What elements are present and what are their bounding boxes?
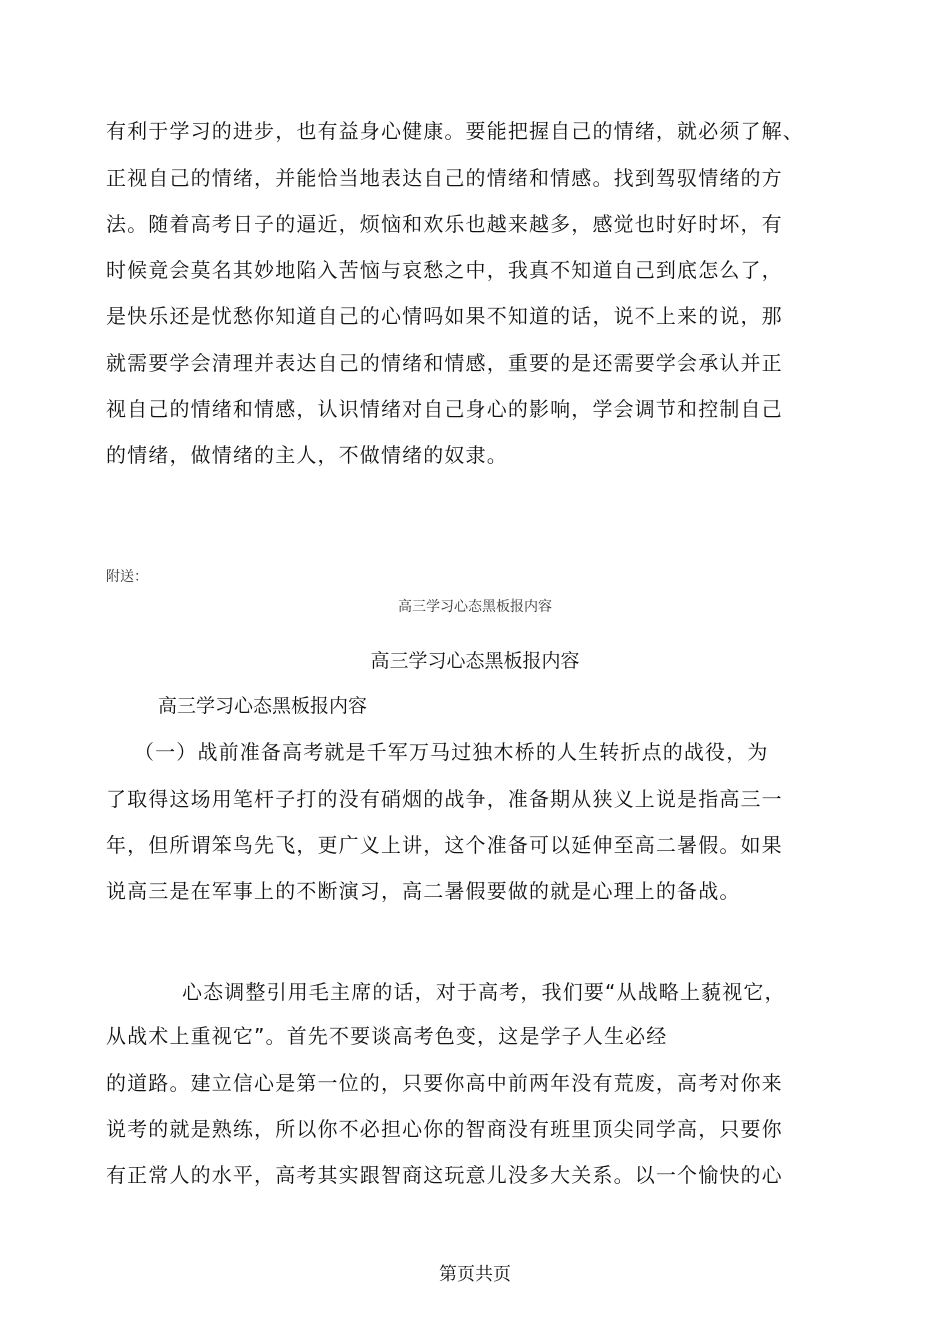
paragraph-2-line: 了取得这场用笔杆子打的没有硝烟的战争，准备期从狭义上说是指高三一 — [106, 787, 783, 811]
paragraph-1-line: 的情绪，做情绪的主人，不做情绪的奴隶。 — [106, 443, 508, 467]
title-small: 高三学习心态黑板报内容 — [398, 599, 552, 615]
paragraph-1-line: 有利于学习的进步，也有益身心健康。要能把握自己的情绪，就必须了解、 — [106, 119, 804, 143]
appendix-label: 附送： — [106, 569, 148, 585]
paragraph-3-line: 有正常人的水平，高考其实跟智商这玩意儿没多大关系。以一个愉快的心 — [106, 1163, 783, 1187]
page-footer: 第页共页 — [439, 1264, 511, 1285]
title-mid: 高三学习心态黑板报内容 — [370, 650, 580, 672]
paragraph-2-line: 说高三是在军事上的不断演习，高二暑假要做的就是心理上的备战。 — [106, 879, 741, 903]
paragraph-2-line: 年，但所谓笨鸟先飞，更广义上讲，这个准备可以延伸至高二暑假。如果 — [106, 833, 783, 857]
paragraph-1-line: 是快乐还是忧愁你知道自己的心情吗如果不知道的话，说不上来的说，那 — [106, 304, 783, 328]
paragraph-3-line: 从战术上重视它”。首先不要谈高考色变，这是学子人生必经 — [106, 1024, 668, 1048]
paragraph-1-line: 视自己的情绪和情感，认识情绪对自己身心的影响，学会调节和控制自己 — [106, 397, 783, 421]
paragraph-3-line: 的道路。建立信心是第一位的，只要你高中前两年没有荒废，高考对你来 — [106, 1071, 783, 1095]
paragraph-1-line: 法。随着高考日子的逼近，烦恼和欢乐也越来越多，感觉也时好时坏，有 — [106, 212, 783, 236]
paragraph-1-line: 时候竟会莫名其妙地陷入苦恼与哀愁之中，我真不知道自己到底怎么了， — [106, 258, 783, 282]
paragraph-2-line: （一）战前准备高考就是千军万马过独木桥的人生转折点的战役，为 — [134, 740, 769, 764]
paragraph-1-line: 就需要学会清理并表达自己的情绪和情感，重要的是还需要学会承认并正 — [106, 351, 783, 375]
paragraph-3-line: 说考的就是熟练，所以你不必担心你的智商没有班里顶尖同学高，只要你 — [106, 1117, 783, 1141]
section-heading: 高三学习心态黑板报内容 — [158, 695, 368, 717]
paragraph-1-line: 正视自己的情绪，并能恰当地表达自己的情绪和情感。找到驾驭情绪的方 — [106, 166, 783, 190]
paragraph-3-line: 心态调整引用毛主席的话，对于高考，我们要“从战略上藐视它， — [182, 980, 786, 1004]
